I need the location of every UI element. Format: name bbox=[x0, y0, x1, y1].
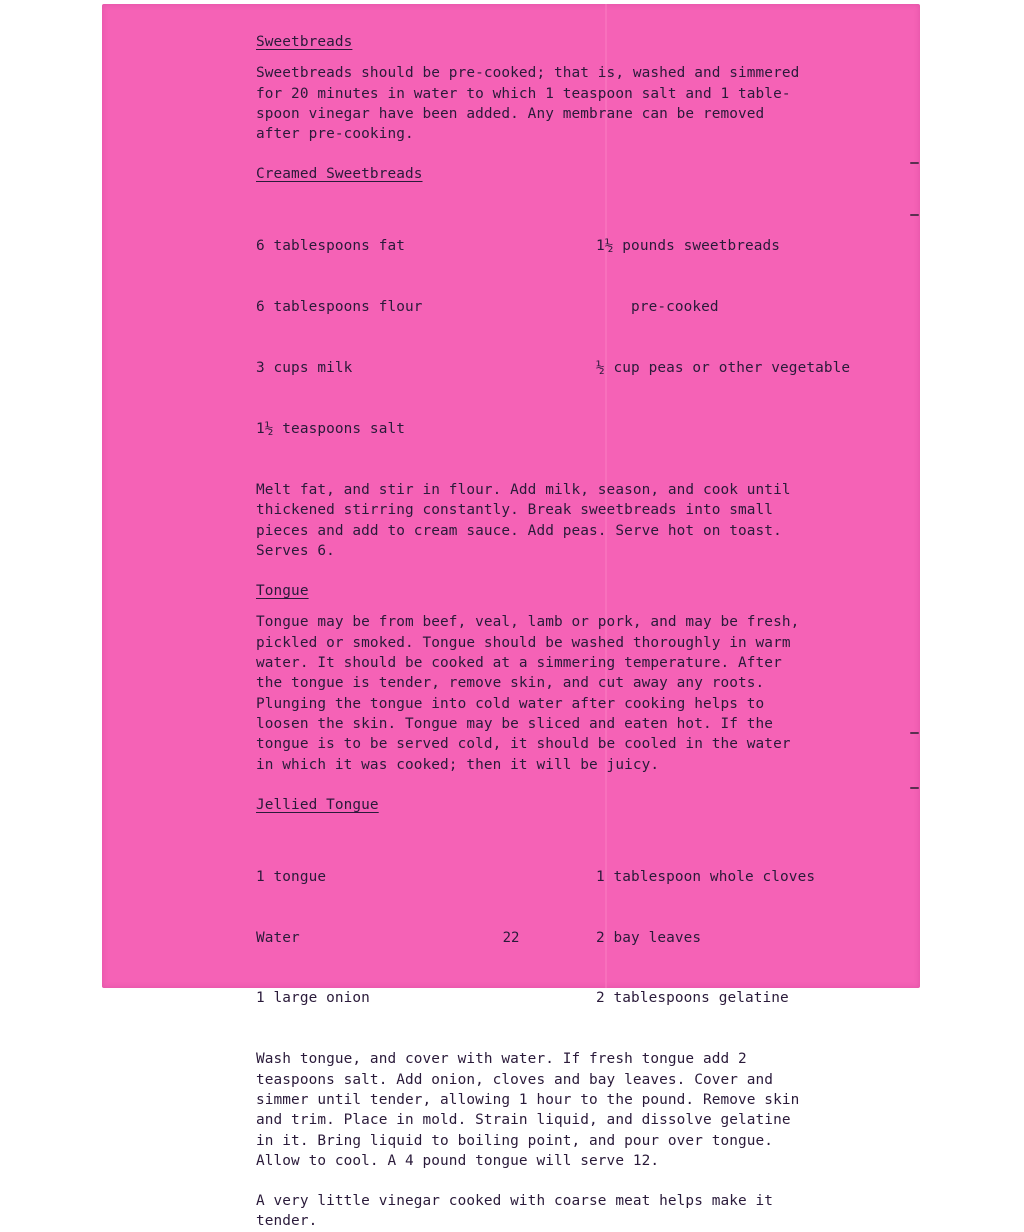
page-content bbox=[256, 32, 906, 1232]
edge-mark bbox=[910, 787, 919, 789]
ingredient: 1½ teaspoons salt bbox=[256, 421, 405, 438]
paragraph-sweetbreads: Sweetbreads should be pre-cooked; that is, washed and simmered for 20 minutes in water to which 1 teaspoon salt and 1 table- spoon vinegar have been added. Any membrane can be removed after pre-cooking. bbox=[256, 65, 800, 143]
ingredient: 1 tablespoon whole cloves bbox=[596, 868, 816, 885]
heading-sweetbreads: Sweetbreads bbox=[256, 34, 353, 50]
paragraph-tongue: Tongue may be from beef, veal, lamb or pork, and may be fresh, pickled or smoked. Tongue should be washed thoroughly in warm water. It should be cooked at a simmering temperature. After the tongue is tender, remove skin, and cut away any roots. Plunging the tongue into cold water after cooking helps to loosen the skin. Tongue may be sliced and eaten hot. If the tongue is to be served cold, it should be cooled in the water in which it was cooked; then it will be juicy. bbox=[256, 614, 800, 773]
method-creamed-sweetbreads: Melt fat, and stir in flour. Add milk, season, and cook until thickened stirring constantly. Break sweetbreads into small pieces and add to cream sauce. Add peas. Serve hot on toast. Serves 6. bbox=[256, 481, 791, 559]
ingredient: Water bbox=[256, 929, 300, 946]
method-jellied-tongue: Wash tongue, and cover with water. If fresh tongue add 2 teaspoons salt. Add onion, cloves and bay leaves. Cover and simmer until tender, allowing 1 hour to the pound. Remove skin and trim. Place in mold. Strain liquid, and dissolve gelatine in it. Bring liquid to boiling point, and pour over tongue. Allow to cool. A 4 pound tongue will serve 12. bbox=[256, 1051, 800, 1169]
ingredient: 6 tablespoons fat bbox=[256, 238, 405, 255]
heading-jellied-tongue: Jellied Tongue bbox=[256, 796, 379, 813]
ingredient: pre-cooked bbox=[596, 299, 719, 316]
ingredient: 2 tablespoons gelatine bbox=[596, 990, 789, 1007]
ingredient: 1½ pounds sweetbreads bbox=[596, 238, 781, 255]
ingredient: 3 cups milk bbox=[256, 360, 353, 377]
ingredient: 2 bay leaves bbox=[596, 929, 702, 946]
ingredient: ½ cup peas or other vegetable bbox=[596, 360, 851, 377]
heading-creamed-sweetbreads: Creamed Sweetbreads bbox=[256, 166, 423, 183]
ingredient: 1 large onion bbox=[256, 990, 370, 1007]
edge-mark bbox=[910, 214, 919, 216]
edge-mark bbox=[910, 732, 919, 734]
ingredient: 6 tablespoons flour bbox=[256, 299, 423, 316]
recipe-page bbox=[102, 4, 920, 1230]
paragraph-tip: A very little vinegar cooked with coarse meat helps make it tender. bbox=[256, 1193, 774, 1230]
page-number: 22 bbox=[502, 930, 520, 946]
edge-mark bbox=[910, 162, 919, 164]
ingredient: 1 tongue bbox=[256, 868, 327, 885]
ingredients-creamed-sweetbreads bbox=[256, 196, 906, 480]
heading-tongue: Tongue bbox=[256, 583, 309, 600]
